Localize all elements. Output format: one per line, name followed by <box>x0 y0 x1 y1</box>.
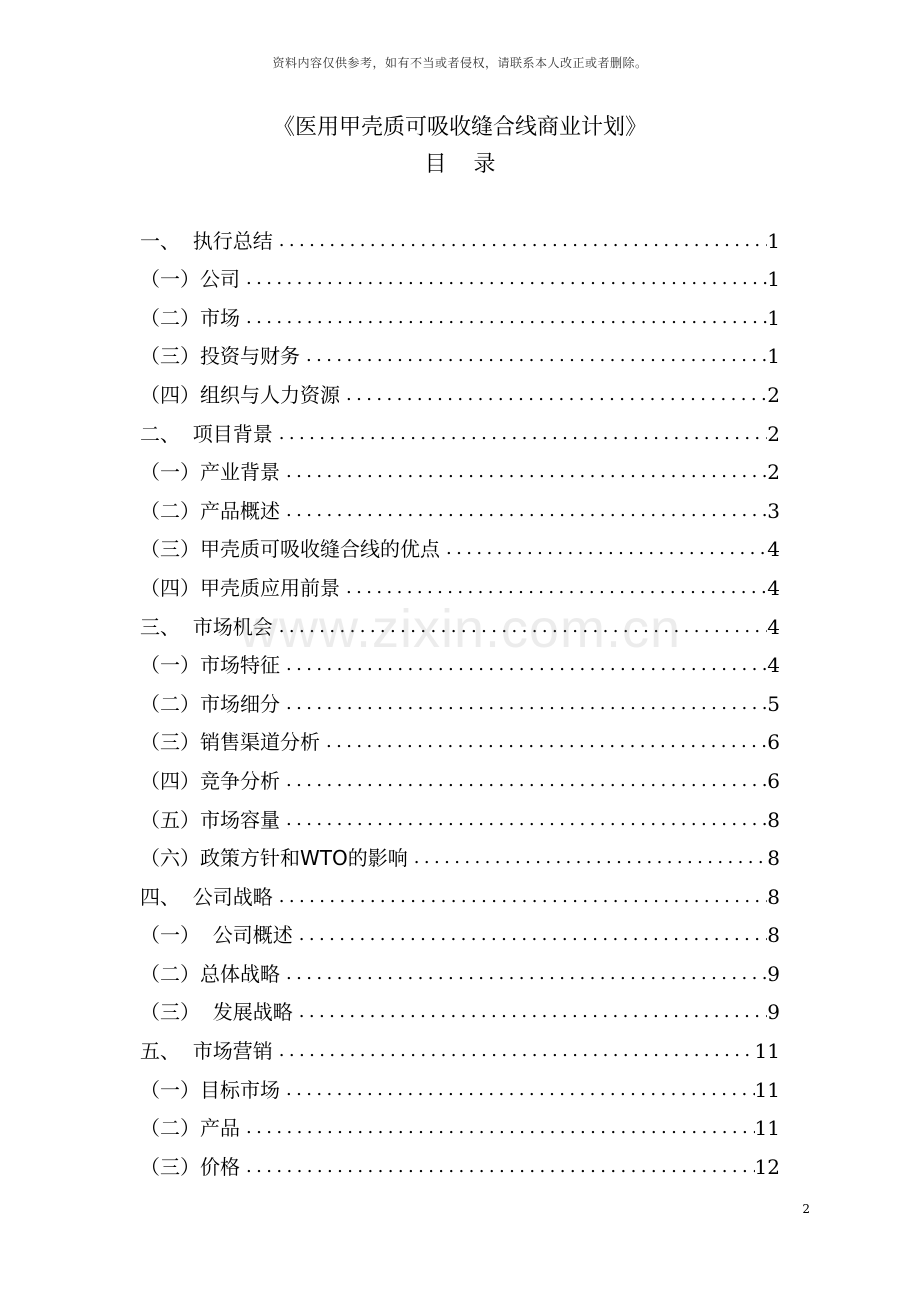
toc-entry-page: 11 <box>754 1039 780 1064</box>
toc-entry-page: 1 <box>767 305 780 330</box>
toc-entry-label: （二）市场 <box>140 305 240 330</box>
toc-entry[interactable] <box>140 486 780 525</box>
dot-leader <box>280 651 767 679</box>
toc-entry-page: 1 <box>767 267 780 292</box>
dot-leader <box>273 883 768 911</box>
toc-entry-page: 1 <box>767 344 780 369</box>
toc-entry[interactable] <box>140 911 780 950</box>
toc-entry-page: 8 <box>767 846 780 871</box>
toc-entry-label: （三）投资与财务 <box>140 344 300 369</box>
toc-entry-page: 9 <box>767 961 780 986</box>
toc-entry-label: 四、 公司战略 <box>140 884 273 909</box>
toc-entry[interactable] <box>140 255 780 294</box>
dot-leader <box>280 960 767 988</box>
toc-entry[interactable] <box>140 795 780 834</box>
toc-entry-label: 一、 执行总结 <box>140 228 273 253</box>
toc-entry-label: （二）产品概述 <box>140 498 280 523</box>
toc-entry-page: 11 <box>754 1077 780 1102</box>
toc-heading: 目 录 <box>424 152 506 177</box>
toc-entry[interactable] <box>140 448 780 487</box>
toc-entry-label: （五）市场容量 <box>140 807 280 832</box>
toc-entry[interactable] <box>140 409 780 448</box>
dot-leader <box>280 1076 755 1104</box>
toc-entry-page: 4 <box>767 614 780 639</box>
toc-entry-label: （三）销售渠道分析 <box>140 730 320 755</box>
toc-entry[interactable] <box>140 949 780 988</box>
toc-entry-page: 11 <box>754 1116 780 1141</box>
disclaimer-header: 资料内容仅供参考，如有不当或者侵权，请联系本人改正或者删除。 <box>272 56 648 70</box>
toc-entry[interactable] <box>140 1142 780 1181</box>
toc-entry[interactable] <box>140 332 780 371</box>
dot-leader <box>240 1114 755 1142</box>
table-of-contents <box>140 216 780 1181</box>
toc-entry[interactable] <box>140 988 780 1027</box>
toc-entry-label: 五、 市场营销 <box>140 1039 273 1064</box>
dot-leader <box>273 1037 755 1065</box>
dot-leader <box>408 844 768 872</box>
toc-entry-page: 2 <box>767 421 780 446</box>
toc-entry-page: 12 <box>754 1154 780 1179</box>
toc-entry[interactable] <box>140 872 780 911</box>
dot-leader <box>340 381 767 409</box>
dot-leader <box>320 728 767 756</box>
toc-entry-page: 9 <box>767 1000 780 1025</box>
watermark: www.zixin.com.cn <box>238 599 682 659</box>
toc-entry[interactable] <box>140 718 780 757</box>
toc-entry-page: 2 <box>767 460 780 485</box>
dot-leader <box>440 535 767 563</box>
toc-entry[interactable] <box>140 1026 780 1065</box>
toc-entry-label: 二、 项目背景 <box>140 421 273 446</box>
toc-entry[interactable] <box>140 602 780 641</box>
toc-entry-page: 4 <box>767 575 780 600</box>
page-number: 2 <box>802 1202 810 1216</box>
toc-entry-label: （一） 公司概述 <box>140 923 293 948</box>
toc-entry[interactable] <box>140 679 780 718</box>
toc-entry[interactable] <box>140 1065 780 1104</box>
dot-leader <box>280 806 767 834</box>
toc-entry[interactable] <box>140 293 780 332</box>
toc-entry-page: 4 <box>767 537 780 562</box>
toc-entry-page: 1 <box>767 228 780 253</box>
dot-leader <box>293 998 768 1026</box>
dot-leader <box>280 767 767 795</box>
toc-entry-label: （六）政策方针和WTO的影响 <box>140 846 408 871</box>
toc-entry-label: （四）甲壳质应用前景 <box>140 575 340 600</box>
toc-entry-page: 8 <box>767 807 780 832</box>
toc-entry-label: 三、 市场机会 <box>140 614 273 639</box>
toc-entry-page: 2 <box>767 382 780 407</box>
dot-leader <box>240 304 767 332</box>
toc-entry[interactable] <box>140 1104 780 1143</box>
toc-entry-label: （三）甲壳质可吸收缝合线的优点 <box>140 537 440 562</box>
dot-leader <box>273 227 768 255</box>
dot-leader <box>340 574 767 602</box>
toc-entry-label: （三） 发展战略 <box>140 1000 293 1025</box>
document-title: 《医用甲壳质可吸收缝合线商业计划》 <box>272 115 647 140</box>
toc-entry-label: （一）市场特征 <box>140 653 280 678</box>
toc-entry-label: （一）公司 <box>140 267 240 292</box>
toc-entry-page: 6 <box>767 768 780 793</box>
toc-entry-label: （四）组织与人力资源 <box>140 382 340 407</box>
toc-entry[interactable] <box>140 756 780 795</box>
toc-entry-label: （二）总体战略 <box>140 961 280 986</box>
dot-leader <box>273 613 768 641</box>
toc-entry-label: （一）目标市场 <box>140 1077 280 1102</box>
toc-entry-label: （一）产业背景 <box>140 460 280 485</box>
toc-entry[interactable] <box>140 216 780 255</box>
toc-entry[interactable] <box>140 370 780 409</box>
dot-leader <box>293 921 768 949</box>
toc-entry[interactable] <box>140 563 780 602</box>
toc-entry-page: 5 <box>767 691 780 716</box>
dot-leader <box>240 265 767 293</box>
toc-entry[interactable] <box>140 525 780 564</box>
dot-leader <box>273 420 768 448</box>
dot-leader <box>280 690 767 718</box>
toc-entry-page: 8 <box>767 884 780 909</box>
toc-entry-label: （二）市场细分 <box>140 691 280 716</box>
toc-entry-label: （三）价格 <box>140 1154 240 1179</box>
toc-entry-page: 3 <box>767 498 780 523</box>
toc-entry-label: （四）竞争分析 <box>140 768 280 793</box>
toc-entry-page: 4 <box>767 653 780 678</box>
toc-entry-page: 6 <box>767 730 780 755</box>
toc-entry[interactable] <box>140 641 780 680</box>
dot-leader <box>280 497 767 525</box>
toc-entry[interactable] <box>140 834 780 873</box>
dot-leader <box>280 458 767 486</box>
toc-entry-label: （二）产品 <box>140 1116 240 1141</box>
dot-leader <box>300 342 767 370</box>
dot-leader <box>240 1153 755 1181</box>
toc-entry-page: 8 <box>767 923 780 948</box>
